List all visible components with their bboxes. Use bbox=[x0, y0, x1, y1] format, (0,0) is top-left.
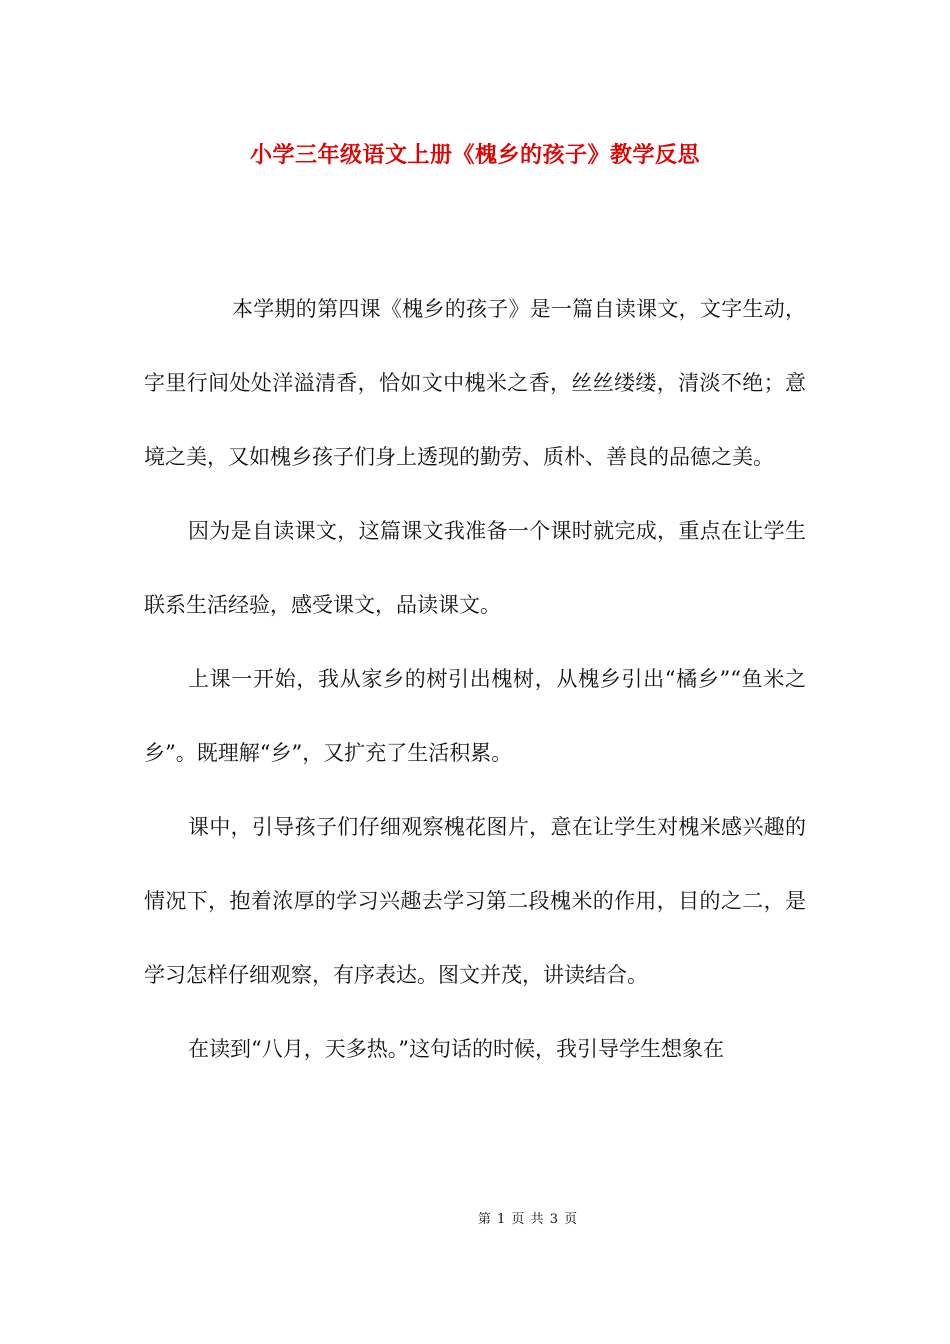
paragraph-2: 因为是自读课文，这篇课文我准备一个课时就完成，重点在让学生联系生活经验，感受课文，品读课文。 bbox=[144, 519, 806, 617]
document-body bbox=[144, 272, 806, 1086]
paragraph-3: 上课一开始，我从家乡的树引出槐树，从槐乡引出“橘乡”“鱼米之乡”。既理解“乡”，又扩充了生活积累。 bbox=[144, 667, 806, 765]
document-title: 小学三年级语文上册《槐乡的孩子》教学反思 bbox=[249, 142, 700, 168]
paragraph-5: 在读到“八月，天多热。”这句话的时候，我引导学生想象在 bbox=[188, 1037, 724, 1061]
paragraph-1: 本学期的第四课《槐乡的孩子》是一篇自读课文，文字生动，字里行间处处洋溢清香，恰如文中槐米之香，丝丝缕缕，清淡不绝；意境之美，又如槐乡孩子们身上透现的勤劳、质朴、善良的品德之美。 bbox=[144, 297, 806, 469]
paragraph-4: 课中，引导孩子们仔细观察槐花图片，意在让学生对槐米感兴趣的情况下，抱着浓厚的学习兴趣去学习第二段槐米的作用，目的之二，是学习怎样仔细观察，有序表达。图文并茂，讲读结合。 bbox=[144, 815, 806, 987]
page-footer: 第 1 页 共 3 页 bbox=[477, 1212, 579, 1227]
